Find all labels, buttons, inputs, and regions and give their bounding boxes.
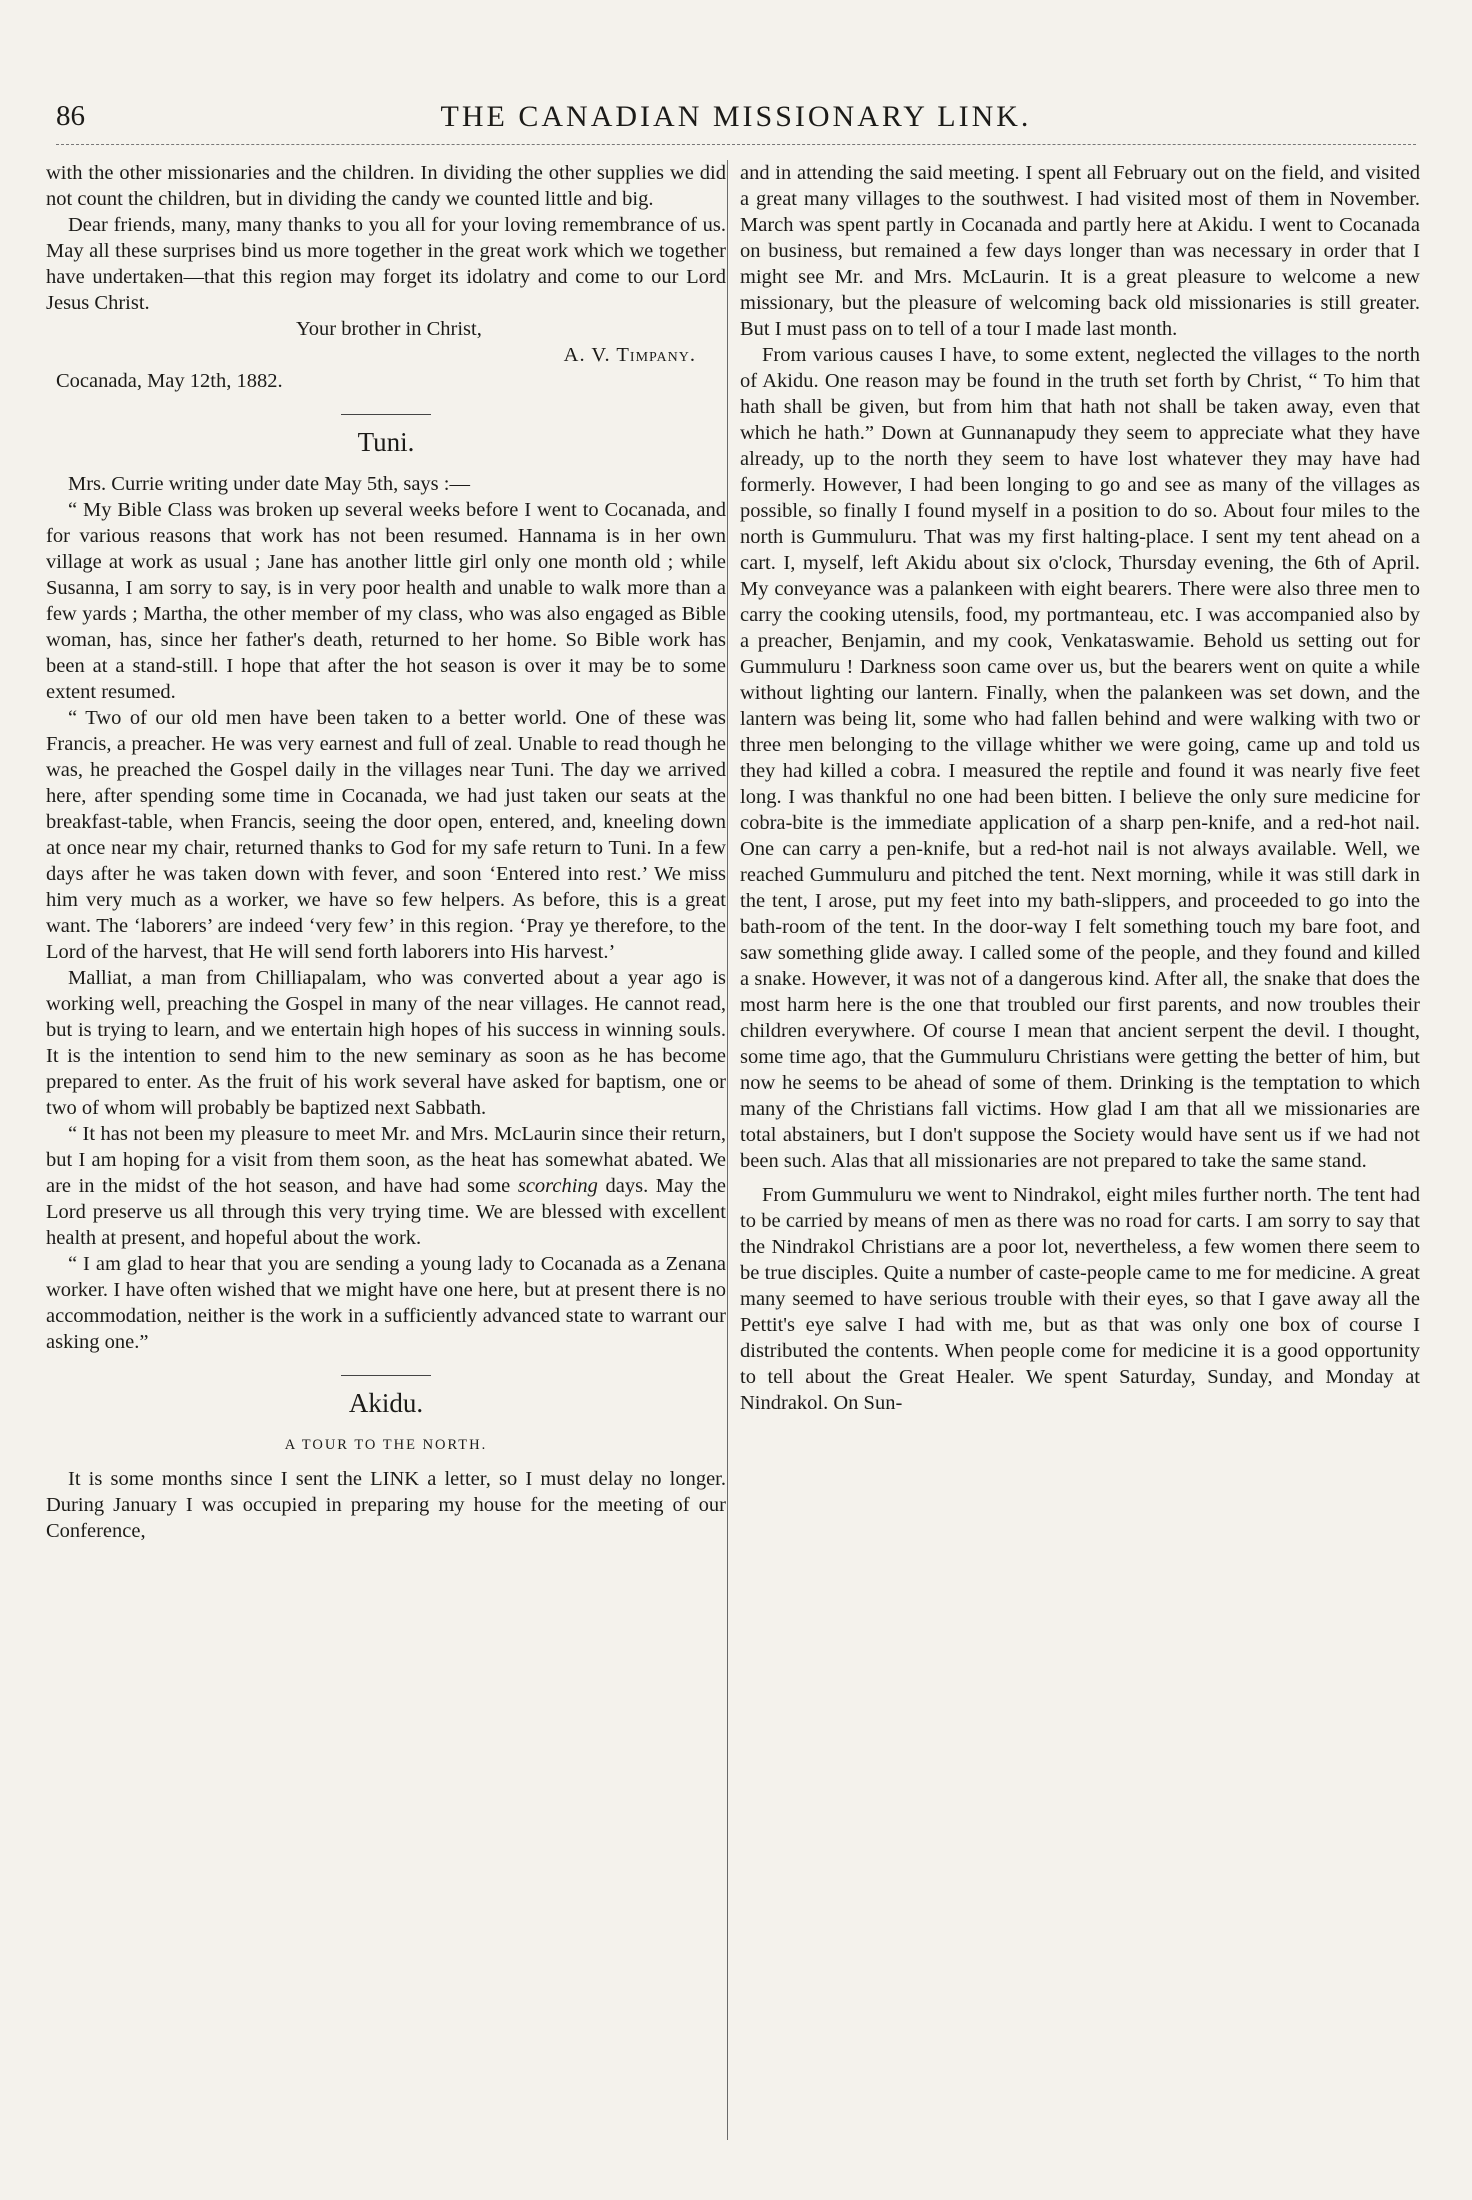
- letter-signature: A. V. Timpany.: [563, 344, 696, 366]
- akidu-paragraph: It is some months since I sent the LINK a letter, so I must delay no longer. During January I was occupied in preparing my house for the meeting of our Conference,: [46, 1468, 726, 1542]
- section-title-tuni: Tuni.: [357, 427, 415, 457]
- akidu-paragraph: From various causes I have, to some extent, neglected the villages to the north of Akidu. One reason may be found in the truth set forth by Christ, “ To him that hath shall be given, but from him that hath not shall be taken away, even that which he hath.” Down at Gunnanapudy they seem to appreciate what they have already, up to the north they seem to have lost whatever they may have had formerly. However, I had been longing to go and see as many of the villages as possible, so finally I found myself in a position to do so. About four miles to the north is Gummuluru. That was my first halting-place. I sent my tent ahead on a cart. I, myself, left Akidu about six o'clock, Thursday evening, the 6th of April. My conveyance was a palankeen with eight bearers. There were also three men to carry the cooking utensils, food, my portmanteau, etc. I was accompanied also by a preacher, Benjamin, and my cook, Venkataswamie. Behold us setting out for Gummuluru ! Darkness soon came over us, but the bearers went on quite a while without lighting our lantern. Finally, when the palankeen was set down, and the lantern was being lit, some who had fallen behind and were walking with two or three men belonging to the village whither we were going, came up and told us they had killed a cobra. I measured the reptile and found it was nearly five feet long. I was thankful no one had been bitten. I believe the only sure medicine for cobra-bite is the immediate application of a sharp pen-knife, and a red-hot nail. One can carry a pen-knife, but a red-hot nail is not always available. Well, we reached Gummuluru and pitched the tent. Next morning, while it was still dark in the tent, I arose, put my feet into my bath-slippers, and proceeded to go into the bath-room of the tent. In the door-way I felt something touch my bare foot, and saw something glide away. I called some of the people, and they found and killed a snake. However, it was not of a dangerous kind. After all, the snake that does the most harm here is the one that troubled our first parents, and now troubles their children everywhere. Of course I mean that ancient serpent the devil. I thought, some time ago, that the Gummuluru Christians were getting the better of him, but now he seems to be ahead of some of them. Drinking is the temptation to which many of the Christians fall victims. How glad I am that all we missionaries are total abstainers, but I don't suppose the Society would have sent us if we had not been such. Alas that all missionaries are not prepared to take the same stand.: [740, 344, 1420, 1172]
- tuni-paragraph: “ I am glad to hear that you are sending a young lady to Cocanada as a Zenana worker. I have often wished that we might have one here, but at present there is no accommodation, neither is the work in a sufficiently advanced state to warrant our asking one.”: [46, 1253, 726, 1353]
- tuni-paragraph: Mrs. Currie writing under date May 5th, says :—: [68, 473, 470, 495]
- right-column: [740, 160, 1420, 2184]
- akidu-paragraph: From Gummuluru we went to Nindrakol, eight miles further north. The tent had to be carried by means of men as there was no road for carts. I am sorry to say that the Nindrakol Christians are a poor lot, nevertheless, a few women there seem to be true disciples. Quite a number of caste-people came to me for medicine. A great many seemed to have serious trouble with their eyes, so that I gave away all the Pettit's eye salve I had with me, but as that was only one box of course I distributed the contents. When people come for medicine it is a good opportunity to tell about the Great Healer. We spent Saturday, Sunday, and Monday at Nindrakol. On Sun-: [740, 1184, 1420, 1414]
- tuni-paragraph: “ Two of our old men have been taken to a better world. One of these was Francis, a preacher. He was very earnest and full of zeal. Unable to read though he was, he preached the Gospel daily in the villages near Tuni. The day we arrived here, after spending some time in Cocanada, we had just taken our seats at the breakfast-table, when Francis, seeing the door open, entered, and, kneeling down at once near my chair, returned thanks to God for my safe return to Tuni. In a few days after he was taken down with fever, and soon ‘Entered into rest.’ We miss him very much as a worker, we have so few helpers. As before, this is a great want. The ‘laborers’ are indeed ‘very few’ in this region. ‘Pray ye therefore, to the Lord of the harvest, that He will send forth laborers into His harvest.’: [46, 707, 726, 963]
- letter-paragraph: Dear friends, many, many thanks to you all for your loving remembrance of us. May all these surprises bind us more together in the great work which we together have undertaken—that this region may forget its idolatry and come to our Lord Jesus Christ.: [46, 214, 726, 314]
- text-run: days. May the Lord preserve us all through this very trying time. We are blessed with excellent health at present, and hopeful about the work.: [46, 1175, 726, 1249]
- running-title: THE CANADIAN MISSIONARY LINK.: [440, 100, 1032, 133]
- italic-word: scorching: [517, 1175, 598, 1197]
- letter-closing: Your brother in Christ,: [296, 318, 482, 340]
- header-rule: [56, 144, 1416, 145]
- section-rule: [341, 1375, 431, 1376]
- page-header: [56, 100, 1416, 140]
- page-number: 86: [56, 100, 85, 132]
- letter-dateline: Cocanada, May 12th, 1882.: [56, 370, 283, 392]
- section-subtitle: A TOUR TO THE NORTH.: [284, 1437, 488, 1453]
- tuni-paragraph: Malliat, a man from Chilliapalam, who was converted about a year ago is working well, preaching the Gospel in many of the near villages. He cannot read, but is trying to learn, and we entertain high hopes of his success in winning souls. It is the intention to send him to the new seminary as soon as he has become prepared to enter. As the fruit of his work several have asked for baptism, one or two of whom will probably be baptized next Sabbath.: [46, 967, 726, 1119]
- column-divider: [727, 160, 728, 2140]
- text-run: “ It has not been my pleasure to meet Mr. and Mrs. McLaurin since their return, but I am hoping for a visit from them soon, as the heat has somewhat abated. We are in the midst of the hot season, and have had some: [46, 1123, 726, 1197]
- left-column: [46, 160, 726, 2184]
- section-title-akidu: Akidu.: [348, 1388, 424, 1418]
- tuni-paragraph: “ My Bible Class was broken up several weeks before I went to Cocanada, and for various reasons that work has not been resumed. Hannama is in her own village at work as usual ; Jane has another little girl only one month old ; while Susanna, I am sorry to say, is in very poor health and unable to walk more than a few yards ; Martha, the other member of my class, who was also engaged as Bible woman, has, since her father's death, returned to her home. So Bible work has been at a stand-still. I hope that after the hot season is over it may be to some extent resumed.: [46, 499, 726, 703]
- akidu-paragraph: and in attending the said meeting. I spent all February out on the field, and visited a great many villages to the southwest. I had visited most of them in November. March was spent partly in Cocanada and partly here at Akidu. I went to Cocanada on business, but remained a few days longer than was necessary in order that I might see Mr. and Mrs. McLaurin. It is a great pleasure to welcome a new missionary, but the pleasure of welcoming back old missionaries is still greater. But I must pass on to tell of a tour I made last month.: [740, 162, 1420, 340]
- tuni-paragraph: [46, 1121, 726, 1251]
- section-rule: [341, 414, 431, 415]
- letter-paragraph: with the other missionaries and the children. In dividing the other supplies we did not count the children, but in dividing the candy we counted little and big.: [46, 162, 726, 210]
